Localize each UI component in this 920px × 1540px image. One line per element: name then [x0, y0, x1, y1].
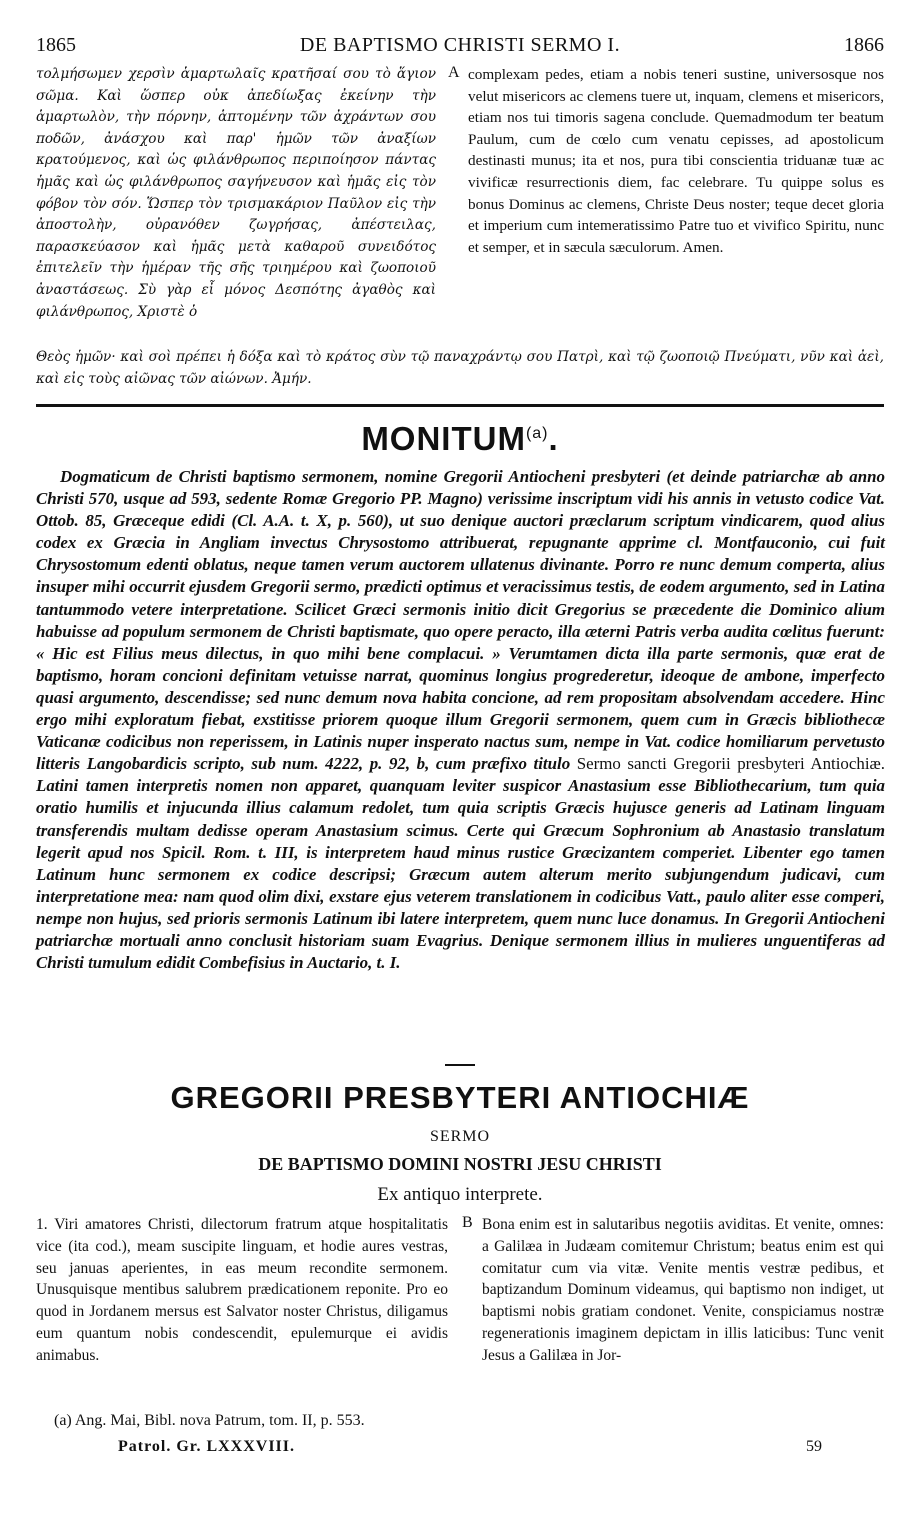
section-rule — [36, 404, 884, 407]
short-rule — [445, 1064, 475, 1066]
sermo-label: SERMO — [429, 1128, 491, 1145]
monitum-text — [36, 466, 885, 974]
volume-signature: Patrol. Gr. LXXXVIII. — [118, 1438, 296, 1455]
monitum-para-2: Latini tamen interpretis nomen non apparet, quanquam leviter suspicor Anastasium esse Bibliothecarium, tum quia oratio humilis et injucunda illius calamum redolet, tum quia scriptis Græcis hujusce generis ad Latinam linguam transferendis multam dedisse operam Anastasium scimus. Certe qui Græcum Sophronium ab Anastasio translatum legerit apud nos Spicil. Rom. t. III, is interpretem haud minus rustice Græcizantem comperiet. Libenter ego tamen Latinum hunc sermonem ex codice descripsi; Græcum autem alterum merito subjungendum judicavi, cum interpretatione mea: nam quod olim dixi, exstare ejus veterem translationem in codicibus Vatt., paulo aliter esse comperi, nempe non hujus, sed prioris sermonis Latinum ibi latere interpretem, quem nunc luce donamus. In Gregorii Antiocheni patriarchæ mortuali anno conclusit historiam suam Evagrius. Denique sermonem illius in mulieres unguentiferas ad Christi tumulum edidit Combefisius in Auctario, t. I. — [36, 776, 885, 973]
greek-closing-line: Θεὸς ἡμῶν· καὶ σοὶ πρέπει ἡ δόξα καὶ τὸ κράτος σὺν τῷ παναχράντῳ σου Πατρὶ, καὶ τῷ ζωοποιῷ Πνεύματι, νῦν καὶ ἀεὶ, καὶ εἰς τοὺς αἰῶνας τῶν αἰώνων. Ἀμήν. — [36, 349, 884, 387]
sermo-interpreter: Ex antiquo interprete. — [377, 1184, 543, 1205]
running-header — [36, 34, 884, 58]
running-title: DE BAPTISMO CHRISTI SERMO I. — [299, 34, 621, 56]
page-number-left: 1865 — [36, 34, 76, 56]
latin-column: complexam pedes, etiam a nobis teneri sustine, universosque nos velut misericors ac clemens tuere ut, inquam, clemens et misericors, etiam nos tui timoris sagena conclude. Quemadmodum ter beatum Paulum, cum de cœlo cum venatu cepisses, ad apostolicum destinasti munus; ita et nos, pura tibi conscientia triduanæ tuæ ac vivificæ resurrectionis diem, fac celebrare. Tu quippe solus es bonus Dominus ac clemens, Christe Deus noster; teque decet gloria et imperium cum intemeratissimo Patre tuo et vivifico Spiritu, nunc et semper, et in sæcula sæculorum. Amen. — [468, 66, 884, 256]
monitum-cod-title: Sermo sancti Gregorii presbyteri Antiochiæ. — [576, 754, 886, 774]
footnote: (a) Ang. Mai, Bibl. nova Patrum, tom. II, p. 553. — [54, 1412, 365, 1429]
sermo-right-column: Bona enim est in salutaribus negotiis aviditas. Et venite, omnes: a Galilæa in Judæam comitemur Christum; beatus enim est qui comitatur cum via vitæ. Venite mentis vestræ pedibus, et baptizandum Dominum videamus, qui baptismo non indiget, ut baptismi nobis gratiam condonet. Venite, conspiciamus nostræ regenerationis imaginem depictam in illis laticibus: Tunc venit Jesus a Galilæa in Jor- — [482, 1216, 884, 1364]
signature-number: 59 — [806, 1438, 822, 1455]
page-number-right: 1866 — [844, 34, 884, 56]
sermo-title: GREGORII PRESBYTERI ANTIOCHIÆ — [170, 1080, 750, 1115]
sermo-left-column: 1. Viri amatores Christi, dilectorum fratrum atque hospitalitatis vice (ita cod.), meam suscipite linguam, et hodie aures vestras, seu januas aperientes, in eas meum recondite sermonem. Unusquisque mentibus salubrem prædicationem reponite. Pro eo quod in Jordanem mersus est Salvator noster Christus, diligamus eum quantum nobis condescendit, epulemurque ei avidis animabus. — [36, 1216, 448, 1364]
column-marker-b: B — [462, 1214, 473, 1231]
column-marker-a: A — [448, 64, 460, 81]
monitum-para-1: Dogmaticum de Christi baptismo sermonem, nomine Gregorii Antiocheni presbyteri (et deinde patriarchæ ab anno Christi 570, usque ad 593, sedente Romæ Gregorio PP. Magno) verissime inscriptum vidi his annis in vetusto codice Vat. Ottob. 85, Græceque edidi (Cl. A.A. t. X, p. 560), ut suo denique auctori præclarum scriptum vindicarem, quod alius codex ex Græcia in Angliam invectus Chrysostomo attribuerat, repugnante apprime cl. Montfauconio, cui fuit Chrysostomum edenti oblatus, neque tamen verum auctorem ullatenus divinante. Porro re nunc demum comperta, alius insuper mihi occurrit ejusdem Gregorii sermo, prædicti optimus et veracissimus testis, de eodem argumento, sed in Latina tantummodo vetere interpretatione. Scilicet Græci sermonis initio dicit Gregorius se præcedente die Dominico alium habuisse ad populum sermonem de Christi baptismate, quo opere peracto, illa æterni Patris verba audita cœlitus fuerunt: « Hic est Filius meus dilectus, in quo mihi bene complacui. » Verumtamen dicta illa parte sermonis, quæ erat de baptismo, horam concioni definitam vetuisse narrat, quominus longius progrederetur, ideoque de ambone, imperfecto quasi argumento, descendisse; sed nunc demum nova habita concione, ad rem propositam absolvendam accedere. Hinc ergo mihi exploratum fiebat, exstitisse priorem quoque illum Gregorii sermonem, quem cum in Græcis bibliothecæ Vaticanæ codicibus non reperissem, in Latinis nuper insperato nactus sum, nempe in Vat. codice homiliarum pervetusto litteris Langobardicis scripto, sub num. 4222, p. 92, b, cum præfixo titulo — [36, 467, 885, 774]
monitum-title: MONITUM$^{(a)}$. — [361, 420, 559, 457]
sermo-topic: DE BAPTISMO DOMINI NOSTRI JESU CHRISTI — [258, 1154, 662, 1174]
monitum-note-ref: (a) — [525, 425, 549, 442]
greek-column: τολμήσωμεν χερσὶν ἁμαρτωλαῖς κρατῆσαί σου τὸ ἅγιον σῶμα. Καὶ ὥσπερ οὐκ ἀπεδίωξας ἐκείνην τὴν ἁμαρτωλὸν, τὴν πόρνην, ἁπτομένην τῶν ἀχράντων σου ποδῶν, ἀνάσχου καὶ παρ' ἡμῶν τῶν ἀναξίων κρατούμενος, καὶ ὡς φιλάνθρωπος περιποίησον πάντας ἡμᾶς καὶ ὡς φιλάνθρωπος σαγήνευσον καὶ ἡμᾶς εἰς τὸν φόβον τὸν σόν. Ὥσπερ τὸν τρισμακάριον Παῦλον εἰς τὴν ἀποστολὴν, οὐρανόθεν ζωγρήσας, ἀπέστειλας, παρασκεύασον καὶ ἡμᾶς μετὰ καθαροῦ συνειδότος ἐπιτελεῖν τὴν ἡμέραν τῆς σῆς τριημέρου καὶ ζωοποιοῦ ἀναστάσεως. Σὺ γὰρ εἶ μόνος Δεσπότης ἀγαθὸς καὶ φιλάνθρωπος, Χριστὲ ὁ — [36, 66, 436, 320]
